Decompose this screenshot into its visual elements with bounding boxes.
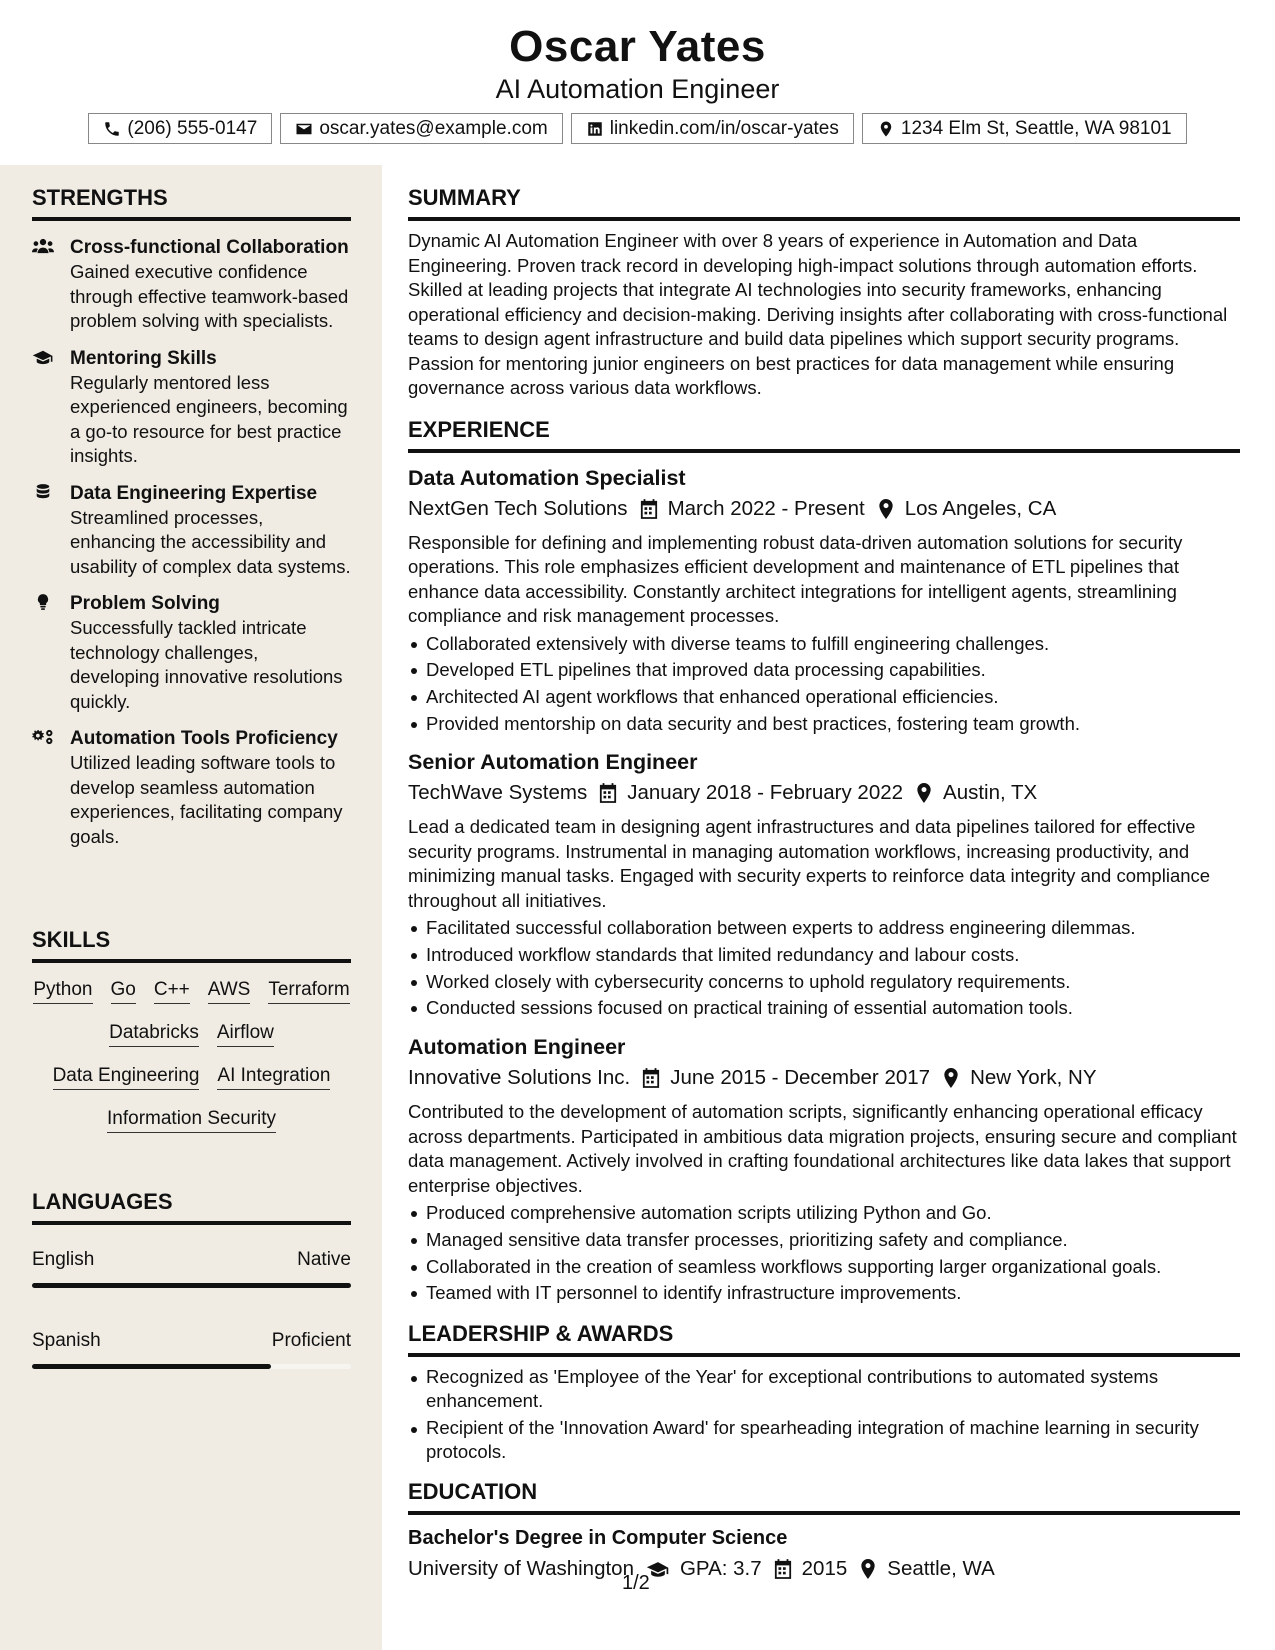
bullet-item: Worked closely with cybersecurity concerns to uphold regulatory requirements. <box>408 969 1240 996</box>
strength-item <box>32 591 351 714</box>
education-title: EDUCATION <box>408 1479 1240 1515</box>
contact-linkedin[interactable] <box>571 113 854 144</box>
contact-email-text: oscar.yates@example.com <box>319 117 548 139</box>
language-name: Spanish <box>32 1330 101 1351</box>
calendar-icon <box>774 1559 792 1579</box>
awards-section <box>408 1321 1240 1465</box>
job-meta <box>408 1064 1240 1092</box>
linkedin-icon <box>586 120 604 138</box>
map-pin-icon <box>859 1559 877 1579</box>
strength-desc: Gained executive confidence through effective teamwork-based problem solving with specialists. <box>70 261 349 331</box>
strength-item <box>32 235 351 334</box>
job-company: NextGen Tech Solutions <box>408 496 628 520</box>
gears-icon <box>32 728 54 746</box>
language-bar-fill <box>32 1364 271 1369</box>
job-bullets <box>408 915 1240 1022</box>
strength-desc: Utilized leading software tools to develop seamless automation experiences, facilitating company goals. <box>70 752 343 847</box>
map-pin-icon <box>877 120 895 138</box>
envelope-icon <box>295 120 313 138</box>
job-title: Data Automation Specialist <box>408 465 686 490</box>
job-bullets <box>408 631 1240 738</box>
job-description: Lead a dedicated team in designing agent infrastructures and data pipelines tailored for effective security programs. Instrumental in managing automation workflows, increasing productivity, and minimizing manual tasks. Engaged with security experts to reinforce data integrity and compliance throughout all initiatives. <box>408 816 1211 911</box>
candidate-role: AI Automation Engineer <box>495 74 780 104</box>
bullet-item: Conducted sessions focused on practical training of essential automation tools. <box>408 995 1240 1022</box>
job-bullets <box>408 1200 1240 1307</box>
database-icon <box>32 483 54 501</box>
strength-item <box>32 726 351 849</box>
job-meta <box>408 779 1240 807</box>
language-name: English <box>32 1249 95 1270</box>
job-company: TechWave Systems <box>408 781 588 805</box>
awards-title: LEADERSHIP & AWARDS <box>408 1321 1240 1357</box>
language-level: Proficient <box>271 1330 351 1351</box>
map-pin-icon <box>877 499 895 519</box>
skill-tag: Go <box>111 979 136 1004</box>
phone-icon <box>103 120 121 138</box>
strength-desc: Successfully tackled intricate technology challenges, developing innovative resolutions quickly. <box>70 617 343 712</box>
job-entry <box>408 1032 1240 1307</box>
map-pin-icon <box>915 783 933 803</box>
bullet-item: Provided mentorship on data security and best practices, fostering team growth. <box>408 711 1240 738</box>
skills-section <box>32 927 351 1133</box>
calendar-icon <box>599 783 617 803</box>
education-year: 2015 <box>801 1556 848 1580</box>
calendar-icon <box>640 499 658 519</box>
contact-address <box>862 113 1187 144</box>
languages-title: LANGUAGES <box>32 1189 351 1225</box>
bullet-item: Facilitated successful collaboration between experts to address engineering dilemmas. <box>408 915 1240 942</box>
strength-title: Cross-functional Collaboration <box>70 237 349 258</box>
map-pin-icon <box>942 1068 960 1088</box>
skill-tag: AWS <box>208 979 251 1004</box>
job-location: Los Angeles, CA <box>904 496 1057 520</box>
main-content <box>408 165 1240 1583</box>
strength-desc: Regularly mentored less experienced engineers, becoming a go-to resource for best practice insights. <box>70 371 348 466</box>
skill-tag: Information Security <box>107 1108 276 1133</box>
bullet-item: Collaborated extensively with diverse teams to fulfill engineering challenges. <box>408 631 1240 658</box>
awards-list <box>408 1365 1240 1465</box>
skill-tag: C++ <box>154 979 190 1004</box>
experience-section <box>408 417 1240 1307</box>
contact-phone-text: (206) 555-0147 <box>127 117 258 139</box>
skill-tag: Data Engineering <box>53 1065 200 1090</box>
job-description: Responsible for defining and implementing robust data-driven automation solutions for security operations. This role emphasizes efficient development and maintenance of ETL pipelines that enhance data accessibility. Constantly architect integrations for intelligent agents, streamlining compliance and risk management processes. <box>408 531 1183 626</box>
candidate-name: Oscar Yates <box>509 22 766 71</box>
contact-linkedin-text: linkedin.com/in/oscar-yates <box>609 117 839 139</box>
skills-title: SKILLS <box>32 927 351 963</box>
education-meta <box>408 1555 1240 1583</box>
skill-tag: Terraform <box>268 979 349 1004</box>
languages-section <box>32 1189 351 1369</box>
bullet-item: Managed sensitive data transfer processes, prioritizing safety and compliance. <box>408 1227 1240 1254</box>
resume-header <box>0 0 1275 165</box>
skill-tag: AI Integration <box>217 1065 330 1090</box>
bullet-item: Teamed with IT personnel to identify infrastructure improvements. <box>408 1280 1240 1307</box>
language-item <box>32 1330 351 1369</box>
strength-title: Data Engineering Expertise <box>70 482 318 504</box>
job-title: Senior Automation Engineer <box>408 750 698 775</box>
skill-tag: Airflow <box>217 1022 274 1047</box>
job-location: New York, NY <box>970 1066 1097 1090</box>
language-item <box>32 1249 351 1288</box>
job-location: Austin, TX <box>943 781 1038 805</box>
bullet-item: Developed ETL pipelines that improved data processing capabilities. <box>408 657 1240 684</box>
job-entry <box>408 747 1240 1022</box>
language-bar <box>32 1364 351 1369</box>
page-number: 1/2 <box>622 1572 650 1594</box>
bullet-item: Architected AI agent workflows that enhanced operational efficiencies. <box>408 684 1240 711</box>
education-gpa: GPA: 3.7 <box>679 1556 762 1580</box>
job-title: Automation Engineer <box>408 1035 626 1060</box>
skill-tag: Python <box>33 979 92 1004</box>
strength-desc: Streamlined processes, enhancing the accessibility and usability of complex data systems. <box>70 506 351 577</box>
calendar-icon <box>642 1068 660 1088</box>
strength-item <box>32 346 351 469</box>
job-entry <box>408 463 1240 738</box>
summary-section <box>408 185 1240 401</box>
skill-tag: Databricks <box>109 1022 199 1047</box>
strength-title: Problem Solving <box>70 593 220 614</box>
job-description: Contributed to the development of automation scripts, significantly enhancing operational efficacy across departments. Participated in ambitious data migration projects, ensuring secure and compliant data management. Actively involved in crafting foundational architectures like data lakes that support enterprise objectives. <box>408 1101 1237 1196</box>
summary-title: SUMMARY <box>408 185 1240 221</box>
award-item: Recognized as 'Employee of the Year' for exceptional contributions to automated systems enhancement. <box>408 1365 1240 1414</box>
strength-title: Automation Tools Proficiency <box>70 728 338 749</box>
strength-title: Mentoring Skills <box>70 347 217 369</box>
contact-email[interactable] <box>280 113 562 144</box>
contact-address-text: 1234 Elm St, Seattle, WA 98101 <box>900 117 1172 139</box>
summary-text: Dynamic AI Automation Engineer with over 8 years of experience in Automation and Data Engineering. Proven track record in developing high-impact solutions through automation efforts. Skilled at leading projects that integrate AI technologies into security frameworks, enhancing operational efficiency and decision-making. Deriving insights after collaborating with cross-functional teams to design agent infrastructure and build data pipelines which support security programs. Passion for mentoring junior engineers on best practices for data management while ensuring governance across various data workflows. <box>408 230 1228 398</box>
contact-phone[interactable] <box>88 113 272 144</box>
bullet-item: Produced comprehensive automation scripts utilizing Python and Go. <box>408 1200 1240 1227</box>
strengths-title: STRENGTHS <box>32 185 351 221</box>
education-school: University of Washington <box>408 1556 634 1580</box>
job-dates: March 2022 - Present <box>667 496 865 520</box>
education-entry <box>408 1523 1240 1583</box>
job-dates: June 2015 - December 2017 <box>670 1066 931 1090</box>
award-item: Recipient of the 'Innovation Award' for spearheading integration of machine learning in security protocols. <box>408 1416 1240 1465</box>
strength-item <box>32 481 351 580</box>
job-dates: January 2018 - February 2022 <box>627 781 904 805</box>
lightbulb-icon <box>32 593 54 611</box>
education-location: Seattle, WA <box>887 1556 995 1580</box>
strengths-section <box>32 185 351 849</box>
users-icon <box>32 237 54 255</box>
education-degree: Bachelor's Degree in Computer Science <box>408 1526 788 1549</box>
graduation-cap-icon <box>32 348 54 366</box>
bullet-item: Collaborated in the creation of seamless workflows supporting larger organizational goals. <box>408 1254 1240 1281</box>
job-company: Innovative Solutions Inc. <box>408 1066 631 1090</box>
skills-list <box>32 979 351 1133</box>
bullet-item: Introduced workflow standards that limited redundancy and labour costs. <box>408 942 1240 969</box>
contact-bar <box>0 113 1275 144</box>
experience-title: EXPERIENCE <box>408 417 1240 453</box>
language-bar-fill <box>32 1283 351 1288</box>
language-level: Native <box>297 1249 351 1270</box>
language-bar <box>32 1283 351 1288</box>
education-section <box>408 1479 1240 1583</box>
job-meta <box>408 495 1240 523</box>
sidebar <box>0 165 382 1650</box>
